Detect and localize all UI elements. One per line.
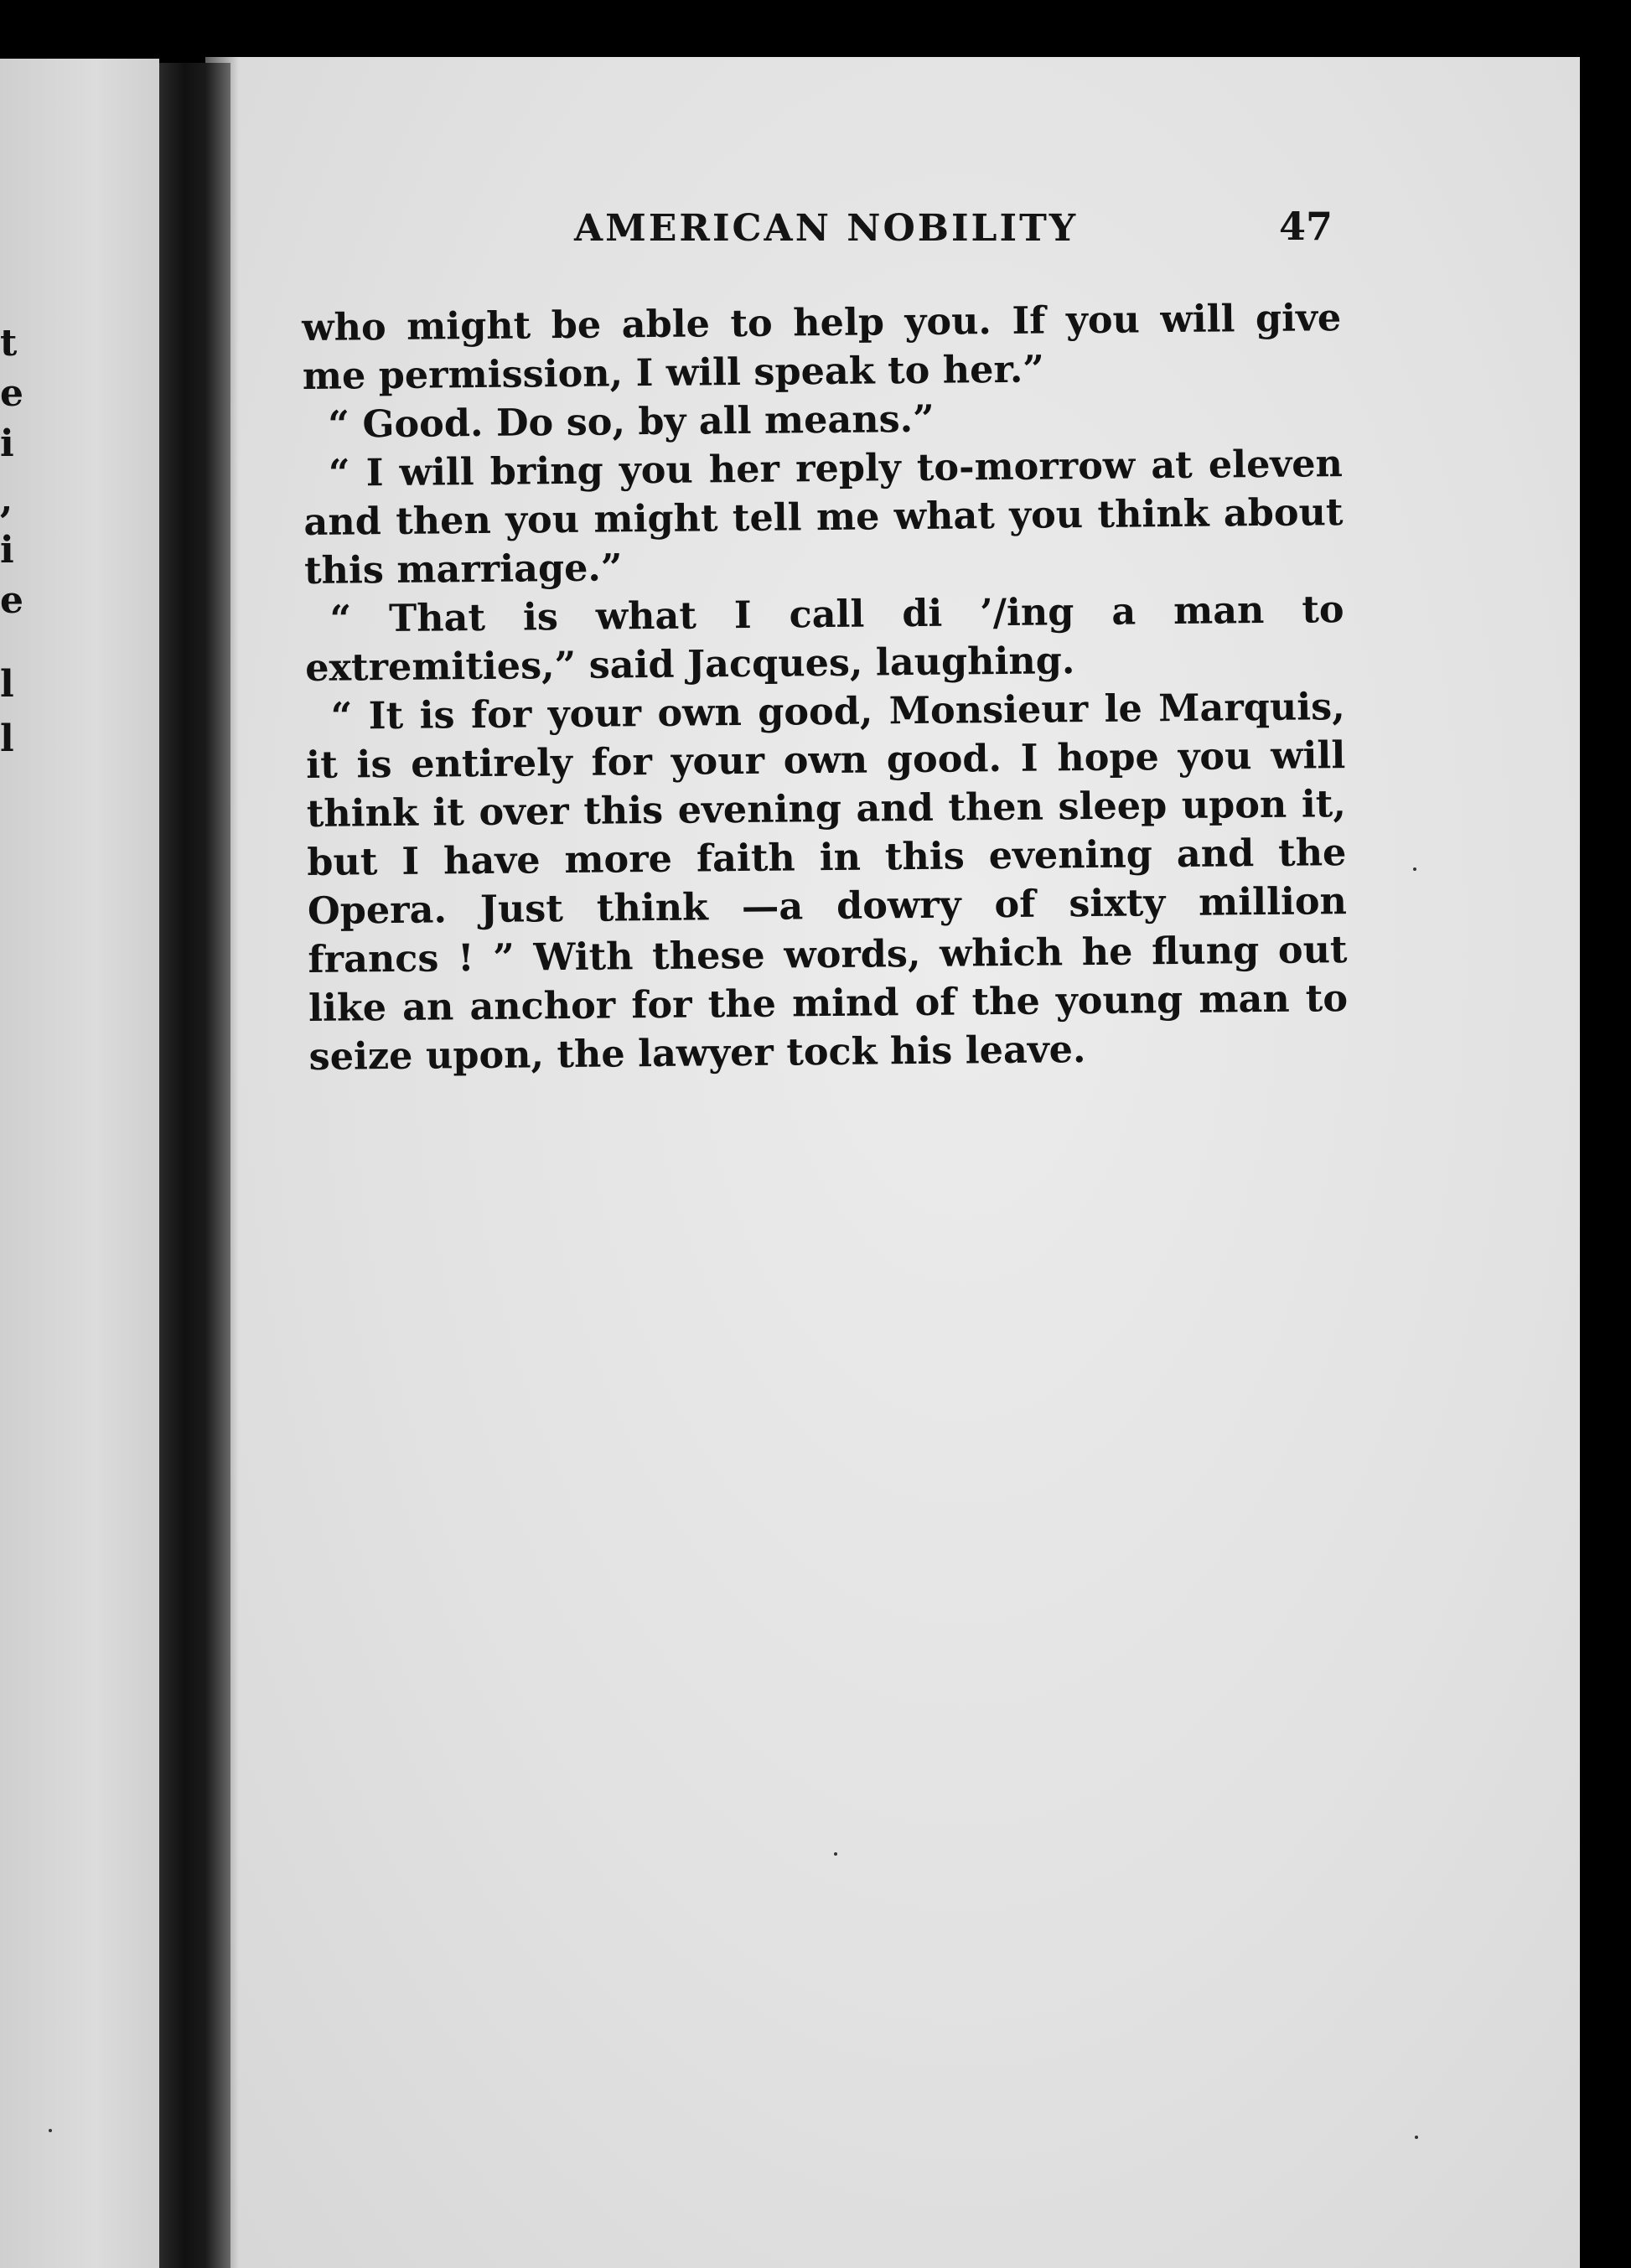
edge-char: i (0, 422, 14, 465)
edge-char: e (0, 372, 23, 415)
paragraph: “ I will bring you her reply to-morrow at eleven and then you might tell me what you think about this marriage.” (303, 442, 1344, 593)
paragraph: “ That is what I call di ’/ing a man to extremities,” said Jacques, laughing. (304, 588, 1344, 690)
edge-char: l (0, 663, 14, 706)
paragraph: “ Good. Do so, by all means.” (328, 396, 935, 447)
edge-char: e (0, 579, 23, 622)
page-header (298, 197, 1333, 272)
book-gutter (159, 63, 230, 2268)
page-number: 47 (1278, 204, 1333, 249)
scan-speck (1413, 867, 1416, 871)
body-text (302, 293, 1349, 1081)
edge-char: l (0, 717, 14, 760)
left-page-fragment (0, 59, 159, 2268)
edge-char: i (0, 529, 14, 572)
edge-char: t (0, 322, 18, 365)
scan-speck (1415, 2136, 1418, 2139)
scan-speck (834, 1852, 837, 1856)
paragraph: who might be able to help you. If you will give me permission, I will speak to her.” (302, 296, 1342, 398)
edge-char: , (0, 479, 13, 521)
running-title: AMERICAN NOBILITY (574, 207, 1079, 250)
scan-speck (49, 2129, 52, 2132)
left-page-edge-text (0, 59, 23, 2268)
paragraph: “ It is for your own good, Monsieur le Marquis, it is entirely for your own good. I hope you will think it over this evening and then sleep upon it, but I have more faith in this evening and the Opera. Just think —a dowry of sixty million francs ! ” With these words, which he flung out like an anchor for the mind of the young man to seize upon, the lawyer tock his leave. (306, 685, 1349, 1079)
scan-border (1580, 57, 1631, 2268)
